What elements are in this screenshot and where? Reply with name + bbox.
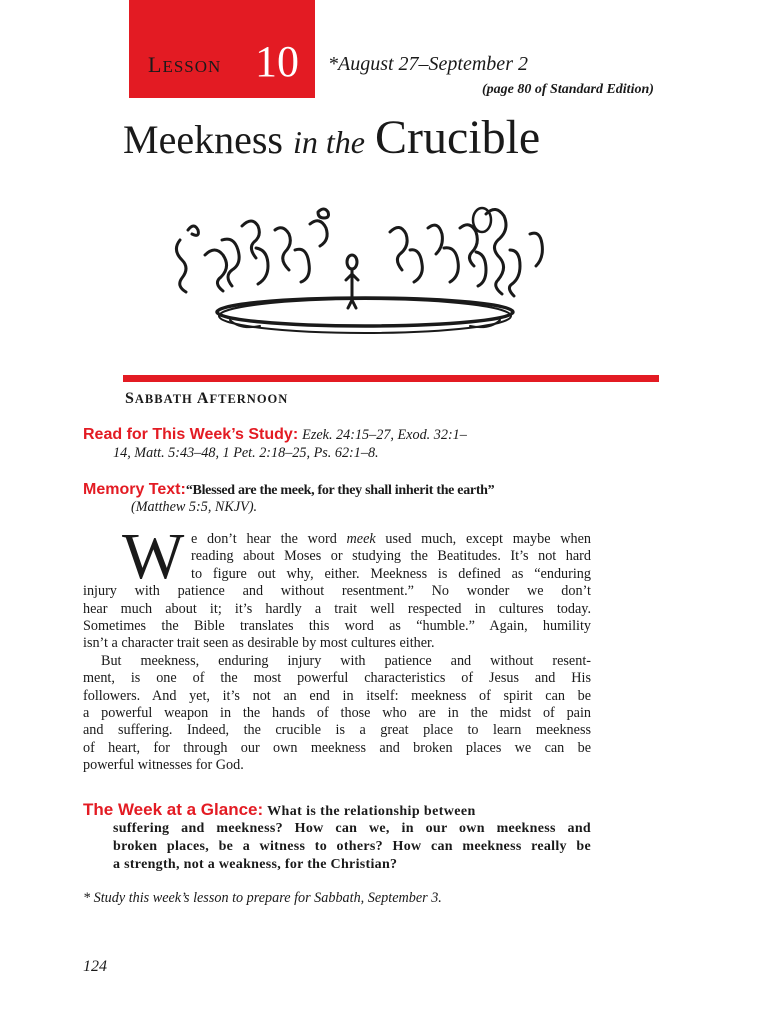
glance-question-line: broken places, be a witness to others? How can meekness really be: [113, 839, 591, 855]
glance-label: The Week at a Glance:: [83, 800, 264, 819]
body-line: e don’t hear the word meek used much, except maybe when: [191, 531, 591, 547]
body-line: hear much about it; it’s hardly a trait well respected in cultures today.: [83, 600, 591, 617]
crucible-illustration: [160, 200, 560, 360]
body-line: followers. And yet, it’s not an end in itself: meekness of spirit can be: [83, 687, 591, 704]
lesson-label: LESSON: [148, 52, 222, 77]
memory-quote: “Blessed are the meek, for they shall inherit the earth”: [185, 483, 495, 498]
standard-edition-note: (page 80 of Standard Edition): [482, 82, 654, 97]
drop-cap: W: [122, 520, 185, 593]
page-number: 124: [83, 958, 107, 975]
week-at-a-glance: [83, 800, 476, 820]
section-heading: SABBATH AFTERNOON: [125, 390, 289, 407]
body-line: Sometimes the Bible translates this word as “humble.” Again, humility: [83, 617, 591, 634]
read-for-study: [83, 426, 467, 444]
body-line: to figure out why, either. Meekness is defined as “enduring: [191, 565, 591, 582]
title-part-1: Meekness: [123, 117, 283, 162]
glance-question-line1: What is the relationship between: [267, 804, 476, 819]
lesson-dates: *August 27–September 2: [328, 53, 528, 75]
memory-citation: (Matthew 5:5, NKJV).: [131, 499, 258, 515]
body-line: injury with patience and without resentment.” No wonder we don’t: [83, 583, 591, 600]
glance-question-line: a strength, not a weakness, for the Christian?: [113, 857, 398, 873]
read-refs-line1: Ezek. 24:15–27, Exod. 32:1–: [302, 427, 467, 443]
lesson-number: 10: [255, 37, 299, 86]
section-divider: [123, 375, 659, 382]
body-line: powerful witnesses for God.: [83, 757, 244, 774]
body-line: reading about Moses or studying the Beatitudes. It’s not hard: [191, 548, 591, 565]
title-part-3: Crucible: [374, 111, 541, 164]
body-line: and suffering. Indeed, the crucible is a great place to learn meekness: [83, 722, 591, 739]
title-part-2: in the: [292, 124, 365, 160]
body-line: isn’t a character trait seen as desirable by most cultures either.: [83, 635, 435, 652]
read-label: Read for This Week’s Study:: [83, 426, 299, 443]
body-line: a powerful weapon in the hands of those who are in the midst of pain: [83, 704, 591, 721]
body-line: ment, is one of the most powerful characteristics of Jesus and His: [83, 670, 591, 687]
glance-questions: [113, 820, 591, 875]
body-paragraphs: [83, 531, 591, 774]
read-refs-line2: 14, Matt. 5:43–48, 1 Pet. 2:18–25, Ps. 62:1–8.: [113, 445, 379, 461]
page-title: [123, 110, 540, 165]
body-line: But meekness, enduring injury with patience and without resent-: [101, 652, 591, 669]
memory-text: [83, 481, 494, 499]
body-line: of heart, for through our own meekness and broken places we can be: [83, 739, 591, 756]
footnote: * Study this week’s lesson to prepare for Sabbath, September 3.: [83, 890, 442, 906]
glance-question-line: suffering and meekness? How can we, in our own meekness and: [113, 821, 591, 836]
memory-label: Memory Text:: [83, 481, 186, 498]
